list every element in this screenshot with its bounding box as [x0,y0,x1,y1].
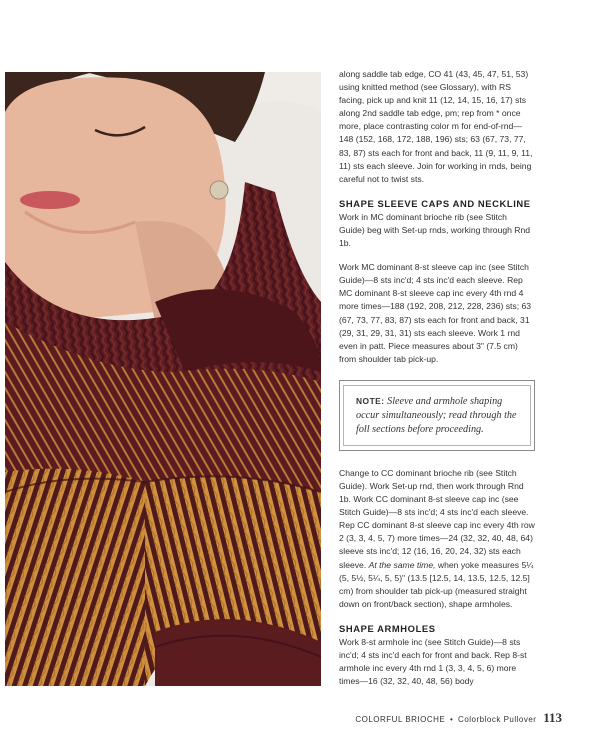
sweater-photo [5,72,321,686]
paragraph-part: Change to CC dominant brioche rib (see Stitch Guide). Work Set-up rnd, then work through Rnd 1b. Work CC dominant 8-st sleeve cap inc (see Stitch Guide)—8 sts inc'd; 4 sts inc'd each sleeve. Rep CC dominant 8-st sleeve cap inc every 4th row 2 (3, 3, 4, 5, 7) more times—24 (32, 32, 40, 48, 64) sleeve sts inc'd; 12 (16, 16, 20, 24, 32) sts each sleeve. [339,467,535,570]
pattern-text-column [339,68,535,699]
page-number: 113 [543,710,562,725]
footer-pattern-name: Colorblock Pullover [458,715,537,724]
note-content [343,385,531,446]
section-heading: SHAPE SLEEVE CAPS AND NECKLINE [339,197,531,209]
page-footer [355,710,562,726]
section-heading: SHAPE ARMHOLES [339,622,436,634]
paragraph [339,467,535,611]
paragraph: Work 8-st armhole inc (see Stitch Guide)—8 sts inc'd; 4 sts inc'd each for front and back. Rep 8-st armhole inc every 4th rnd 1 (3, 3, 4, 5, 6) more times—16 (32, 32, 40, 48, 56) body [339,636,527,687]
paragraph: along saddle tab edge, CO 41 (43, 45, 47, 51, 53) using knitted method (see Glossary), with RS facing, pick up and knit 11 (12, 14, 15, 16, 17) sts along 2nd saddle tab edge, pm; rep from * once more, place contrasting color m for end-of-rnd—148 (152, 168, 172, 188, 196) sts; 63 (67, 73, 77, 83, 87) sts each for front and back, 11 (9, 11, 9, 11, 11) sts each sleeve. Join for working in rnds, being careful not to twist sts. [339,69,533,184]
paragraph: Work in MC dominant brioche rib (see Stitch Guide) beg with Set-up rnds, working through Rnd 1b. [339,211,531,249]
note-text: Sleeve and armhole shaping occur simultaneously; read through the foll sections before proceeding. [356,395,517,435]
footer-section: COLORFUL BRIOCHE [355,715,446,724]
paragraph-part: when yoke measures 5¼ (5, 5½, 5¼, 5, 5)" (13.5 [12.5, 14, 13.5, 12.5, 12.5] cm) from shoulder tab pick-up (measured straight down on front/back section), shape armholes. [339,559,534,609]
paragraph-emphasis: At the same time, [368,559,436,570]
paragraph: Work MC dominant 8-st sleeve cap inc (see Stitch Guide)—8 sts inc'd; 4 sts inc'd each sleeve. Rep MC dominant 8-st sleeve cap inc every 4th rnd 4 more times—188 (192, 208, 212, 228, 236) sts; 63 (67, 73, 77, 83, 87) sts each for front and back, 31 (29, 31, 29, 31, 31) sts each sleeve. Work 1 rnd even in patt. Piece measures about 3" (7.5 cm) from shoulder tab pick-up. [339,262,532,364]
note-label: NOTE: [356,395,385,406]
note-box [339,380,535,451]
footer-bullet: • [450,715,454,724]
knitwear-photo-icon [5,72,321,686]
